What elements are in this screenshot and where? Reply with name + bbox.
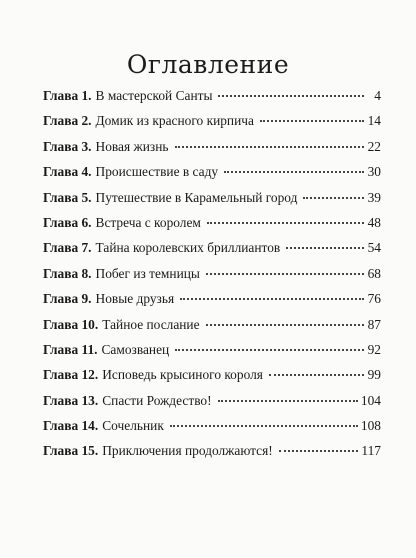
page-number: 30 xyxy=(367,164,381,180)
table-of-contents xyxy=(43,88,381,469)
dot-leader xyxy=(269,374,364,376)
dot-leader xyxy=(207,222,364,224)
dot-leader xyxy=(303,197,364,199)
dot-leader xyxy=(218,95,364,97)
toc-entry xyxy=(43,367,381,392)
toc-entry xyxy=(43,88,381,113)
chapter-number: Глава 10. xyxy=(43,316,99,332)
page-number: 76 xyxy=(367,291,381,307)
toc-entry xyxy=(43,418,381,443)
dot-leader xyxy=(260,120,364,122)
toc-title: Оглавление xyxy=(126,49,290,79)
page-number: 104 xyxy=(360,392,381,408)
toc-entry xyxy=(43,190,381,215)
chapter-title: Новая жизнь xyxy=(95,138,169,154)
chapter-number: Глава 7. xyxy=(43,240,92,256)
page-number: 14 xyxy=(367,113,381,129)
chapter-number: Глава 6. xyxy=(43,214,92,230)
dot-leader xyxy=(286,247,364,249)
page-number: 108 xyxy=(360,418,381,434)
chapter-title: Встреча с королем xyxy=(95,214,201,230)
chapter-title: Приключения продолжаются! xyxy=(102,443,273,459)
chapter-title: Происшествие в саду xyxy=(95,164,219,180)
page-number: 87 xyxy=(367,316,381,332)
chapter-number: Глава 14. xyxy=(43,418,99,434)
toc-entry xyxy=(43,215,381,240)
chapter-title: Путешествие в Карамельный город xyxy=(95,189,298,205)
toc-entry xyxy=(43,266,381,291)
dot-leader xyxy=(206,324,364,326)
page-number: 22 xyxy=(367,138,381,154)
chapter-title: В мастерской Санты xyxy=(95,88,213,103)
dot-leader xyxy=(218,400,358,402)
page-number: 48 xyxy=(367,214,381,230)
chapter-title: Побег из темницы xyxy=(95,265,200,281)
chapter-number: Глава 8. xyxy=(43,265,92,281)
chapter-title: Самозванец xyxy=(101,341,170,357)
chapter-number: Глава 1. xyxy=(43,88,92,103)
chapter-number: Глава 4. xyxy=(43,164,92,180)
chapter-number: Глава 11. xyxy=(43,341,98,357)
chapter-title: Тайное послание xyxy=(102,316,200,332)
chapter-number: Глава 13. xyxy=(43,392,99,408)
dot-leader xyxy=(206,273,364,275)
chapter-title: Домик из красного кирпича xyxy=(95,113,254,129)
dot-leader xyxy=(170,425,358,427)
dot-leader xyxy=(175,349,364,351)
toc-entry xyxy=(43,317,381,342)
chapter-title: Спасти Рождество! xyxy=(102,392,212,408)
page-number: 54 xyxy=(367,240,381,256)
dot-leader xyxy=(224,171,364,173)
toc-entry xyxy=(43,443,381,468)
toc-entry xyxy=(43,291,381,316)
chapter-number: Глава 3. xyxy=(43,138,92,154)
toc-entry xyxy=(43,342,381,367)
toc-entry xyxy=(43,139,381,164)
chapter-number: Глава 5. xyxy=(43,189,92,205)
chapter-number: Глава 9. xyxy=(43,291,92,307)
page-number: 4 xyxy=(374,88,381,103)
chapter-number: Глава 15. xyxy=(43,443,99,459)
page-number: 117 xyxy=(361,443,381,459)
chapter-number: Глава 12. xyxy=(43,367,99,383)
toc-entry xyxy=(43,393,381,418)
chapter-title: Тайна королевских бриллиантов xyxy=(95,240,281,256)
page-number: 39 xyxy=(367,189,381,205)
chapter-title: Новые друзья xyxy=(95,291,175,307)
toc-entry xyxy=(43,240,381,265)
toc-entry xyxy=(43,113,381,138)
chapter-title: Исповедь крысиного короля xyxy=(102,367,263,383)
page-number: 92 xyxy=(367,341,381,357)
page-number: 99 xyxy=(367,367,381,383)
chapter-number: Глава 2. xyxy=(43,113,92,129)
dot-leader xyxy=(180,298,364,300)
page-number: 68 xyxy=(367,265,381,281)
dot-leader xyxy=(279,450,359,452)
chapter-title: Сочельник xyxy=(102,418,164,434)
dot-leader xyxy=(175,146,365,148)
toc-entry xyxy=(43,164,381,189)
